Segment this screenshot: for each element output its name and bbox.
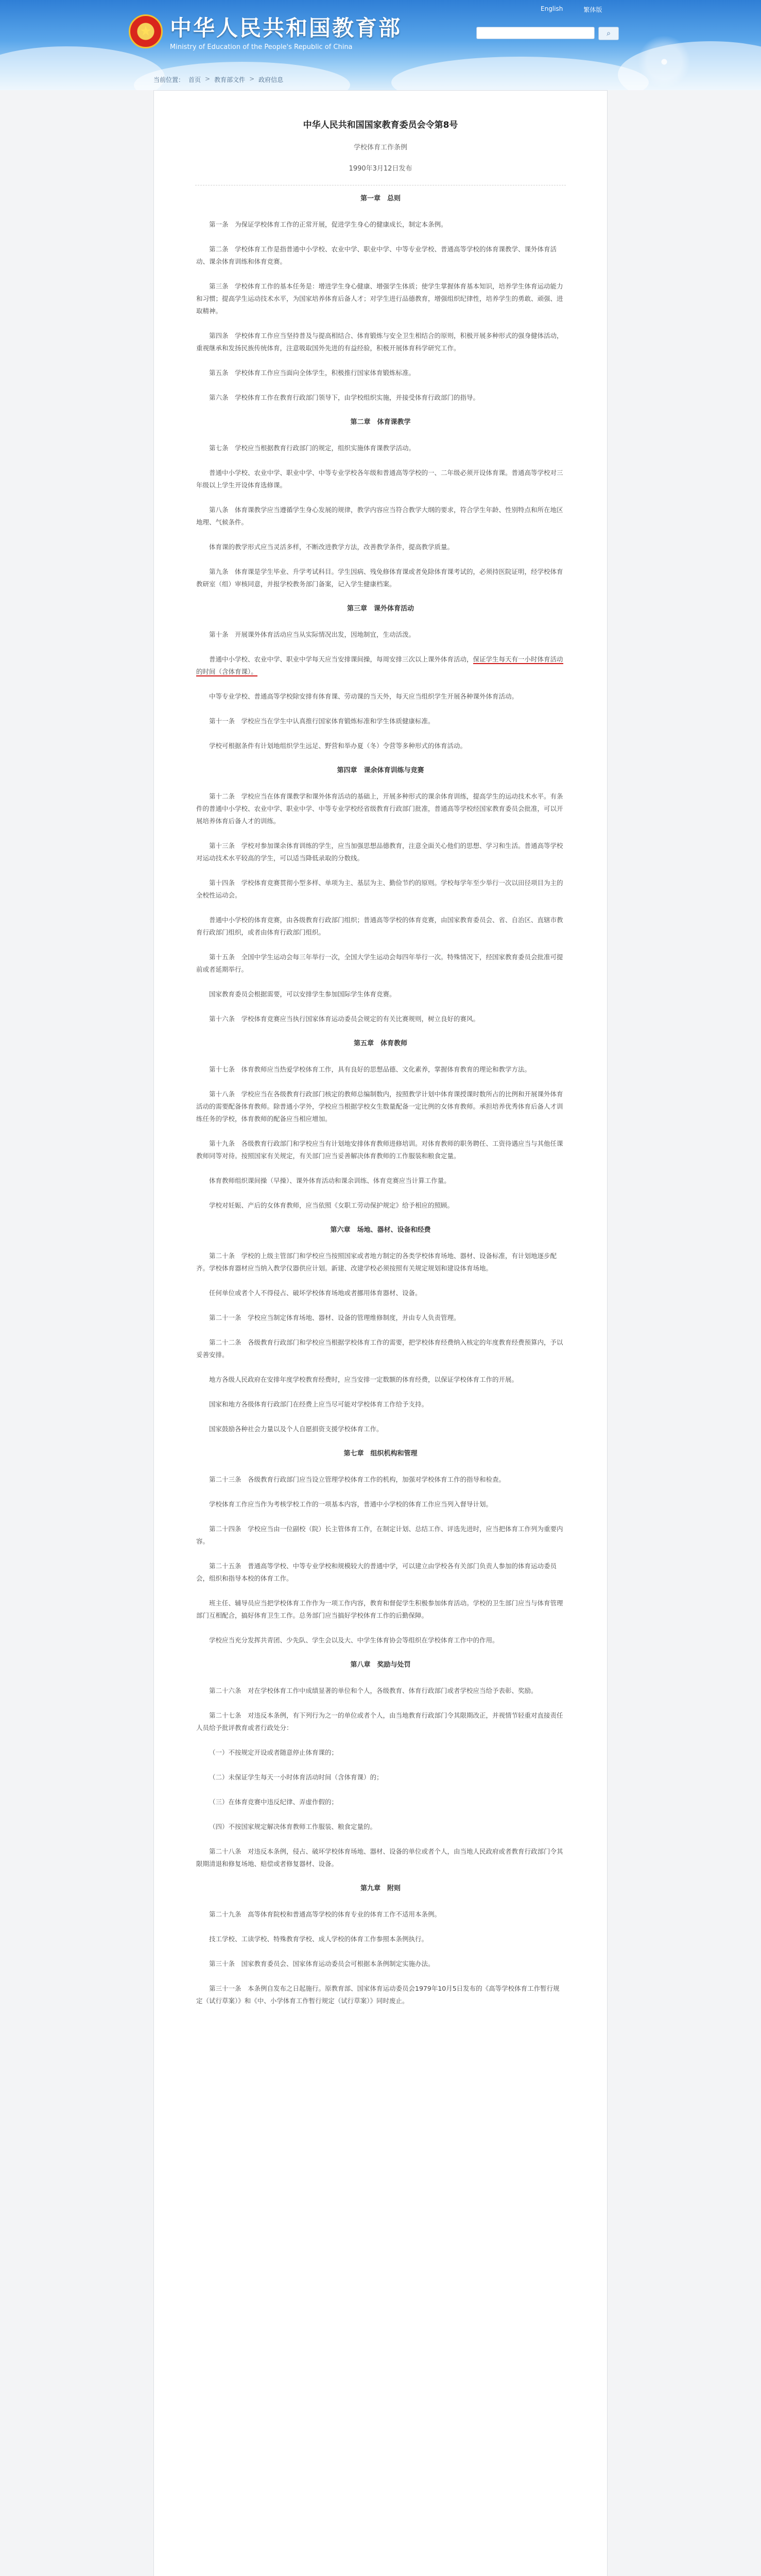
article-paragraph: 第二十一条 学校应当制定体育场地、器材、设备的管理维修制度，并由专人负责管理。 bbox=[209, 1314, 460, 1321]
breadcrumb bbox=[153, 75, 283, 84]
article-paragraph: （三）在体育竞赛中违反纪律、弄虚作假的； bbox=[209, 1798, 338, 1806]
traditional-chinese-link[interactable]: 繁体版 bbox=[583, 6, 602, 13]
article-paragraph: 第十二条 学校应当在体育课教学和课外体育活动的基础上，开展多种形式的课余体育训练，提高学生的运动技术水平。有条件的普通中小学校、农业中学、职业中学、中等专业学校经省级教育行政部门批准，普通高等学校经国家教育委员会批准，可以开展培养体育后备人才的训练。 bbox=[196, 792, 563, 825]
article-paragraph: 第二十八条 对违反本条例，侵占、破坏学校体育场地、器材、设备的单位或者个人，由当地人民政府或者教育行政部门令其限期清退和修复场地、赔偿或者修复器材、设备。 bbox=[196, 1848, 563, 1868]
highlighted-text: 保证学生每天有一小时体育活动的时间（含体育课）。 bbox=[196, 655, 563, 675]
article-paragraph: 国家教育委员会根据需要，可以安排学生参加国际学生体育竞赛。 bbox=[209, 990, 396, 998]
article-paragraph: 第五条 学校体育工作应当面向全体学生，积极推行国家体育锻炼标准。 bbox=[209, 369, 416, 377]
article-paragraph: 第十八条 学校应当在各级教育行政部门核定的教师总编制数内，按照教学计划中体育课授课时数所占的比例和开展课外体育活动的需要配备体育教师。除普通小学外，学校应当根据学校女生数量配备一定比例的女体育教师。承担培养优秀体育后备人才训练任务的学校，体育教师的配备应当相应增加。 bbox=[196, 1090, 563, 1123]
breadcrumb-separator: > bbox=[205, 75, 211, 82]
article-paragraph: 第四条 学校体育工作应当坚持普及与提高相结合、体育锻炼与安全卫生相结合的原则，积极开展多种形式的强身健体活动，重视继承和发扬民族传统体育，注意吸取国外先进的有益经验，积极开展体育科学研究工作。 bbox=[196, 332, 563, 352]
article-paragraph: 第十三条 学校对参加课余体育训练的学生，应当加强思想品德教育，注意全面关心他们的思想、学习和生活。普通高等学校对运动技术水平较高的学生，可以适当降低录取的分数线。 bbox=[196, 842, 563, 862]
search-input[interactable] bbox=[476, 27, 595, 39]
top-links bbox=[541, 5, 602, 14]
article-paragraph: 第二条 学校体育工作是指普通中小学校、农业中学、职业中学、中等专业学校、普通高等学校的体育课教学、课外体育活动、课余体育训练和体育竞赛。 bbox=[196, 245, 557, 265]
site-logo[interactable] bbox=[129, 11, 402, 51]
article-paragraph: 第六条 学校体育工作在教育行政部门领导下，由学校组织实施，并接受体育行政部门的指导。 bbox=[209, 394, 480, 401]
document-title: 中华人民共和国国家教育委员会令第8号 bbox=[303, 120, 458, 130]
article-paragraph: 学校对妊娠、产后的女体育教师，应当依照《女职工劳动保护规定》给予相应的照顾。 bbox=[209, 1201, 454, 1209]
article-paragraph: 体育教师组织课间操（早操）、课外体育活动和课余训练、体育竞赛应当计算工作量。 bbox=[209, 1177, 451, 1184]
article-paragraph: 中等专业学校、普通高等学校除安排有体育课、劳动课的当天外，每天应当组织学生开展各种课外体育活动。 bbox=[209, 692, 518, 700]
article-paragraph: 第二十九条 高等体育院校和普通高等学校的体育专业的体育工作不适用本条例。 bbox=[209, 1910, 441, 1918]
article-paragraph: 学校可根据条件有计划地组织学生远足、野营和举办夏（冬）令营等多种形式的体育活动。 bbox=[209, 742, 467, 750]
site-header bbox=[0, 0, 761, 90]
search-icon: ⌕ bbox=[607, 29, 611, 38]
chapter-heading: 第六章 场地、器材、设备和经费 bbox=[330, 1226, 431, 1234]
article-paragraph: 学校应当充分发挥共青团、少先队、学生会以及大、中学生体育协会等组织在学校体育工作中的作用。 bbox=[209, 1636, 499, 1644]
chapter-heading: 第三章 课外体育活动 bbox=[347, 605, 414, 613]
article-paragraph: 第二十七条 对违反本条例，有下列行为之一的单位或者个人，由当地教育行政部门令其限期改正，并视情节轻重对直接责任人员给予批评教育或者行政处分： bbox=[196, 1711, 563, 1732]
article-paragraph: 第三十条 国家教育委员会、国家体育运动委员会可根据本条例制定实施办法。 bbox=[209, 1960, 435, 1968]
article-paragraph: 第十一条 学校应当在学生中认真推行国家体育锻炼标准和学生体质健康标准。 bbox=[209, 717, 435, 725]
article-paragraph: 第十六条 学校体育竞赛应当执行国家体育运动委员会规定的有关比赛规则，树立良好的赛风。 bbox=[209, 1015, 480, 1023]
article-paragraph bbox=[196, 653, 565, 678]
national-emblem-icon: ★ bbox=[129, 14, 163, 48]
article-paragraph: 第二十六条 对在学校体育工作中成绩显著的单位和个人，各级教育、体育行政部门或者学校应当给予表彰、奖励。 bbox=[209, 1687, 538, 1694]
site-title-en: Ministry of Education of the People's Republic of China bbox=[170, 43, 353, 51]
article-paragraph: 第七条 学校应当根据教育行政部门的规定，组织实施体育课教学活动。 bbox=[209, 444, 416, 452]
document-date: 1990年3月12日发布 bbox=[349, 165, 412, 173]
search-button[interactable] bbox=[598, 27, 619, 40]
breadcrumb-prefix: 当前位置： bbox=[153, 76, 185, 83]
chapter-heading: 第五章 体育教师 bbox=[353, 1040, 407, 1047]
article-paragraph: 学校体育工作应当作为考核学校工作的一项基本内容，普通中小学校的体育工作应当列入督导计划。 bbox=[209, 1500, 493, 1508]
article-paragraph: 第十九条 各级教育行政部门和学校应当有计划地安排体育教师进修培训。对体育教师的职务聘任、工资待遇应当与其他任课教师同等对待。按照国家有关规定，有关部门应当妥善解决体育教师的工作服装和粮食定量。 bbox=[196, 1140, 563, 1160]
site-title-cn: 中华人民共和国教育部 bbox=[170, 15, 402, 41]
article-paragraph: 第十条 开展课外体育活动应当从实际情况出发，因地制宜，生动活泼。 bbox=[209, 631, 416, 638]
paragraph-text: 普通中小学校、农业中学、职业中学每天应当安排课间操，每周安排三次以上课外体育活动， bbox=[209, 655, 473, 663]
article-paragraph: 第九条 体育课是学生毕业、升学考试科目。学生因病、残免修体育课或者免除体育课考试的，必须持医院证明，经学校体育教研室（组）审核同意，并报学校教务部门备案，记入学生健康档案。 bbox=[196, 568, 563, 588]
chapter-heading: 第七章 组织机构和管理 bbox=[343, 1450, 418, 1458]
article-paragraph: 第十五条 全国中学生运动会每三年举行一次，全国大学生运动会每四年举行一次。特殊情况下，经国家教育委员会批准可提前或者延期举行。 bbox=[196, 953, 563, 973]
article-paragraph: 班主任、辅导员应当把学校体育工作作为一项工作内容，教育和督促学生积极参加体育活动。学校的卫生部门应当与体育管理部门互相配合，搞好体育卫生工作。总务部门应当搞好学校体育工作的后勤保障。 bbox=[196, 1599, 563, 1619]
article-paragraph: 技工学校、工读学校、特殊教育学校、成人学校的体育工作参照本条例执行。 bbox=[209, 1935, 428, 1943]
article-paragraph: （一）不按规定开设或者随意停止体育课的； bbox=[209, 1749, 338, 1756]
document-subtitle: 学校体育工作条例 bbox=[353, 144, 407, 151]
article-paragraph: 普通中小学校的体育竞赛，由各级教育行政部门组织；普通高等学校的体育竞赛，由国家教育委员会、省、自治区、直辖市教育行政部门组织，或者由体育行政部门组织。 bbox=[196, 916, 563, 936]
article-paragraph: 地方各级人民政府在安排年度学校教育经费时，应当安排一定数额的体育经费，以保证学校体育工作的开展。 bbox=[209, 1376, 518, 1383]
article-paragraph: 第一条 为保证学校体育工作的正常开展，促进学生身心的健康成长，制定本条例。 bbox=[209, 221, 447, 228]
article-paragraph: （二）未保证学生每天一小时体育活动时间（含体育课）的； bbox=[209, 1773, 383, 1781]
chapter-heading: 第四章 课余体育训练与竞赛 bbox=[337, 767, 424, 774]
article-paragraph: 第二十二条 各级教育行政部门和学校应当根据学校体育工作的需要，把学校体育经费纳入核定的年度教育经费预算内，予以妥善安排。 bbox=[196, 1338, 563, 1359]
breadcrumb-home[interactable]: 首页 bbox=[188, 76, 201, 83]
breadcrumb-moe-documents[interactable]: 教育部文件 bbox=[214, 76, 246, 83]
chapter-heading: 第九章 附则 bbox=[360, 1885, 401, 1892]
article-paragraph: 国家鼓励各种社会力量以及个人自愿捐资支援学校体育工作。 bbox=[209, 1425, 383, 1433]
chapter-heading: 第一章 总则 bbox=[360, 195, 401, 202]
chapter-heading: 第八章 奖励与处罚 bbox=[350, 1661, 411, 1669]
article-paragraph: 第十七条 体育教师应当热爱学校体育工作，具有良好的思想品德、文化素养，掌握体育教育的理论和教学方法。 bbox=[209, 1065, 531, 1073]
article-container bbox=[153, 90, 608, 2576]
article-paragraph: 第十四条 学校体育竞赛贯彻小型多样、单项为主、基层为主、勤俭节约的原则。学校每学年至少举行一次以田径项目为主的全校性运动会。 bbox=[196, 879, 563, 899]
article-paragraph: 任何单位或者个人不得侵占、破坏学校体育场地或者挪用体育器材、设备。 bbox=[209, 1289, 422, 1297]
document-body bbox=[154, 193, 607, 2007]
article-paragraph: 第八条 体育课教学应当遵循学生身心发展的规律，教学内容应当符合教学大纲的要求，符合学生年龄、性别特点和所在地区地理、气候条件。 bbox=[196, 506, 563, 526]
article-paragraph: 第二十五条 普通高等学校、中等专业学校和规模较大的普通中学，可以建立由学校各有关部门负责人参加的体育运动委员会，组织和指导本校的体育工作。 bbox=[196, 1562, 557, 1582]
dandelion-decoration bbox=[633, 31, 695, 90]
article-paragraph: （四）不按国家规定解决体育教师工作服装、粮食定量的。 bbox=[209, 1823, 377, 1831]
cloud-decoration bbox=[391, 57, 649, 90]
breadcrumb-gov-info[interactable]: 政府信息 bbox=[258, 76, 284, 83]
breadcrumb-separator: > bbox=[249, 75, 255, 82]
article-paragraph: 第三十一条 本条例自发布之日起施行。原教育部、国家体育运动委员会1979年10月5日发布的《高等学校体育工作暂行规定（试行草案）》和《中、小学体育工作暂行规定（试行草案）》同时废止。 bbox=[196, 1985, 560, 2005]
article-paragraph: 体育课的教学形式应当灵活多样，不断改进教学方法，改善教学条件，提高教学质量。 bbox=[209, 543, 454, 551]
article-paragraph: 普通中小学校、农业中学、职业中学、中等专业学校各年级和普通高等学校的一、二年级必须开设体育课。普通高等学校对三年级以上学生开设体育选修课。 bbox=[196, 469, 563, 489]
article-paragraph: 第二十四条 学校应当由一位副校（院）长主管体育工作，在制定计划、总结工作、评选先进时，应当把体育工作列为重要内容。 bbox=[196, 1525, 563, 1545]
article-paragraph: 第二十三条 各级教育行政部门应当设立管理学校体育工作的机构，加强对学校体育工作的指导和检查。 bbox=[209, 1476, 506, 1483]
article-paragraph: 第三条 学校体育工作的基本任务是：增进学生身心健康、增强学生体质；使学生掌握体育基本知识，培养学生体育运动能力和习惯；提高学生运动技术水平，为国家培养体育后备人才；对学生进行品德教育，增强组织纪律性，培养学生的勇敢、顽强、进取精神。 bbox=[196, 282, 563, 315]
article-paragraph: 第二十条 学校的上级主管部门和学校应当按照国家或者地方制定的各类学校体育场地、器材、设备标准，有计划地逐步配齐。学校体育器材应当纳入教学仪器供应计划。新建、改建学校必须按照有关规定规划和建设体育场地。 bbox=[196, 1252, 557, 1272]
article-paragraph: 国家和地方各级体育行政部门在经费上应当尽可能对学校体育工作给予支持。 bbox=[209, 1400, 428, 1408]
chapter-heading: 第二章 体育课教学 bbox=[350, 418, 411, 426]
english-link[interactable]: English bbox=[541, 5, 563, 12]
